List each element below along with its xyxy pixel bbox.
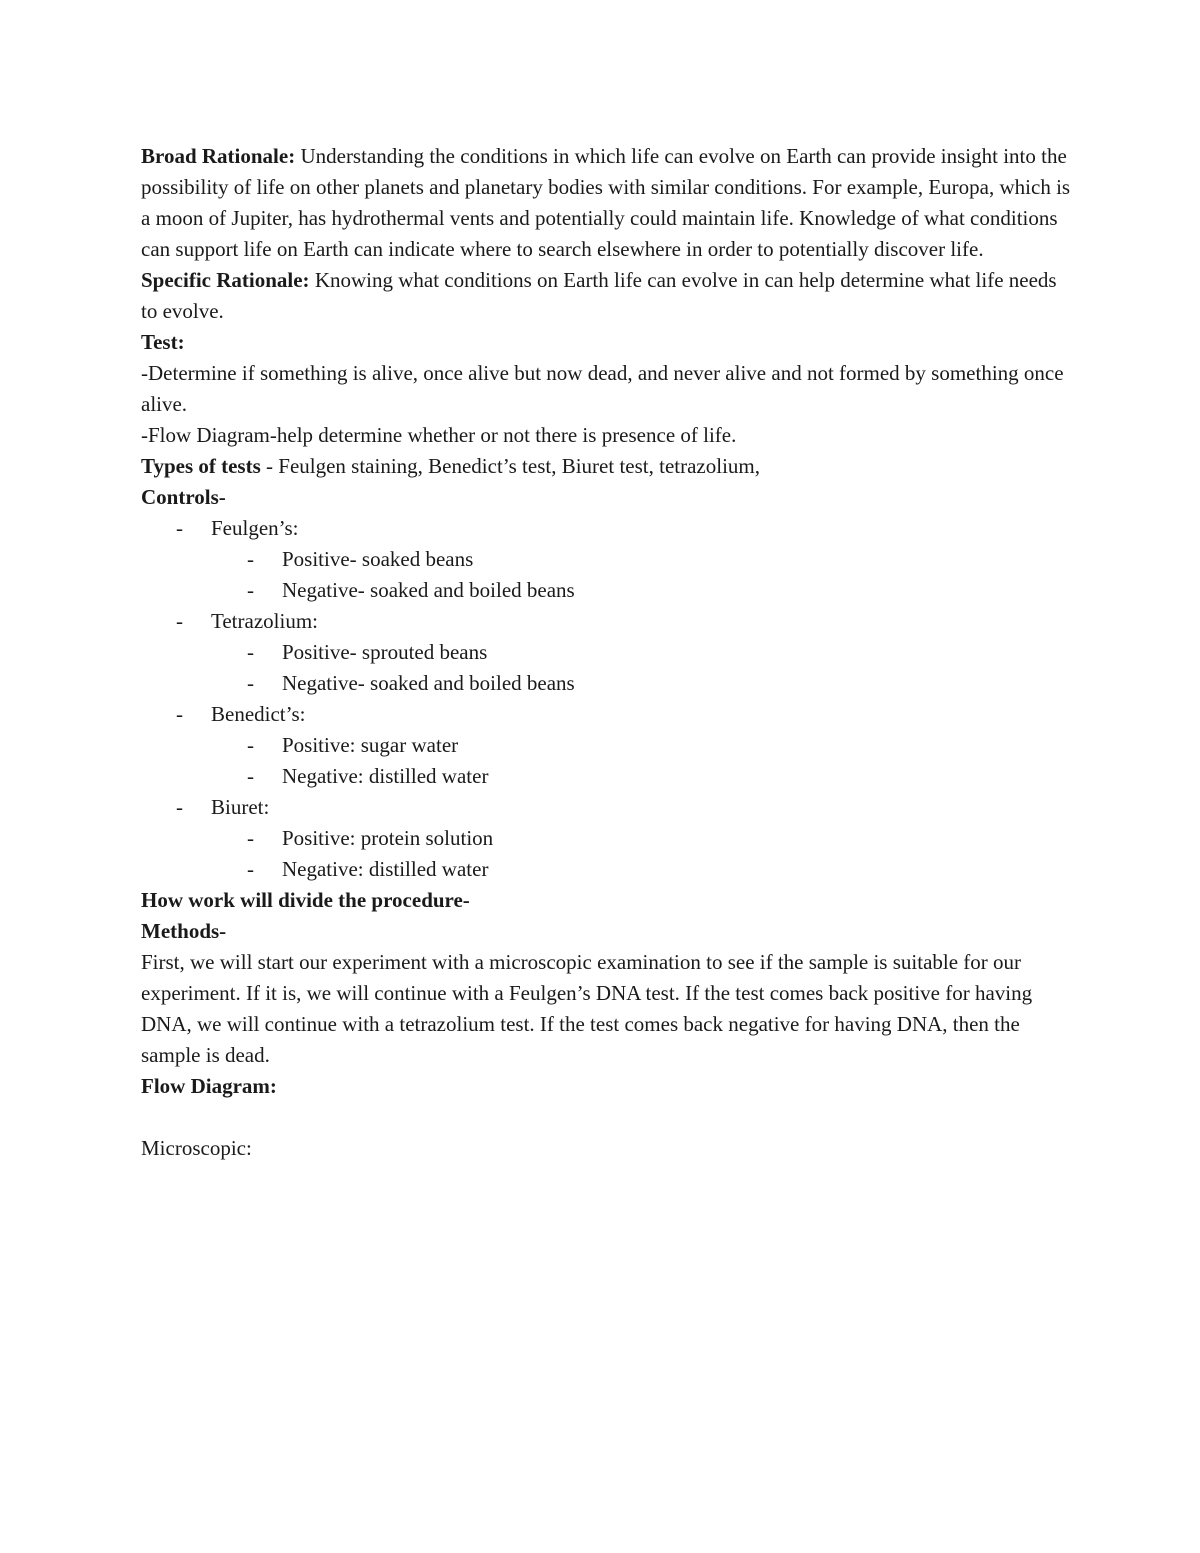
control-group-name: Benedict’s: xyxy=(211,702,306,726)
control-group-name: Biuret: xyxy=(211,795,270,819)
control-negative xyxy=(141,854,1071,885)
test-heading xyxy=(141,327,1071,358)
control-positive xyxy=(141,544,1071,575)
dash-marker: - xyxy=(247,733,254,757)
control-negative-text: Negative: distilled water xyxy=(282,857,489,881)
dash-marker: - xyxy=(247,640,254,664)
flow-diagram-heading xyxy=(141,1071,1071,1102)
dash-marker: - xyxy=(247,826,254,850)
control-group-benedicts xyxy=(141,699,1071,792)
controls-heading xyxy=(141,482,1071,513)
dash-marker: - xyxy=(176,795,183,819)
control-group-tetrazolium xyxy=(141,606,1071,699)
methods-paragraph: First, we will start our experiment with a microscopic examination to see if the sample is suitable for our experiment. If it is, we will continue with a Feulgen’s DNA test. If the test comes back positive for having DNA, we will continue with a tetrazolium test. If the test comes back negative for having DNA, then the sample is dead. xyxy=(141,950,1033,1067)
broad-rationale-paragraph xyxy=(141,141,1071,265)
control-sublist xyxy=(211,637,1071,699)
control-sublist xyxy=(211,823,1071,885)
blank-line xyxy=(141,1102,1071,1133)
test-line-2: -Flow Diagram-help determine whether or not there is presence of life. xyxy=(141,423,737,447)
specific-rationale-text: Knowing what conditions on Earth life can evolve in can help determine what life needs to evolve. xyxy=(141,268,1057,323)
control-positive-text: Positive: sugar water xyxy=(282,733,459,757)
control-group-name: Tetrazolium: xyxy=(211,609,318,633)
control-negative xyxy=(141,761,1071,792)
types-of-tests-label: Types of tests xyxy=(141,454,261,478)
control-negative-text: Negative- soaked and boiled beans xyxy=(282,671,575,695)
dash-marker: - xyxy=(247,857,254,881)
dash-marker: - xyxy=(247,578,254,602)
division-heading xyxy=(141,885,1071,916)
control-negative xyxy=(141,668,1071,699)
control-positive-text: Positive- soaked beans xyxy=(282,547,474,571)
flow-diagram-label: Flow Diagram: xyxy=(141,1074,277,1098)
control-negative-text: Negative- soaked and boiled beans xyxy=(282,578,575,602)
division-label: How work will divide the procedure- xyxy=(141,888,470,912)
control-negative xyxy=(141,575,1071,606)
test-line-1: -Determine if something is alive, once alive but now dead, and never alive and not formed by something once alive. xyxy=(141,361,1064,416)
dash-marker: - xyxy=(176,609,183,633)
control-positive xyxy=(141,730,1071,761)
controls-list xyxy=(141,513,1071,885)
controls-label: Controls- xyxy=(141,485,226,509)
control-sublist xyxy=(211,544,1071,606)
methods-label: Methods- xyxy=(141,919,227,943)
dash-marker: - xyxy=(176,702,183,726)
control-group-biuret xyxy=(141,792,1071,885)
control-sublist xyxy=(211,730,1071,792)
control-positive xyxy=(141,823,1071,854)
control-negative-text: Negative: distilled water xyxy=(282,764,489,788)
specific-rationale-label: Specific Rationale: xyxy=(141,268,310,292)
broad-rationale-text: Understanding the conditions in which life can evolve on Earth can provide insight into the possibility of life on other planets and planetary bodies with similar conditions. For example, Europa, which is a moon of Jupiter, has hydrothermal vents and potentially could maintain life. Knowledge of what conditions can support life on Earth can indicate where to search elsewhere in order to potentially discover life. xyxy=(141,144,1071,261)
microscopic-label: Microscopic: xyxy=(141,1136,252,1160)
control-positive-text: Positive: protein solution xyxy=(282,826,494,850)
dash-marker: - xyxy=(247,764,254,788)
control-group-name: Feulgen’s: xyxy=(211,516,299,540)
broad-rationale-label: Broad Rationale: xyxy=(141,144,296,168)
control-group-feulgen xyxy=(141,513,1071,606)
methods-heading xyxy=(141,916,1071,947)
dash-marker: - xyxy=(247,547,254,571)
document-body xyxy=(141,141,1071,1164)
control-positive-text: Positive- sprouted beans xyxy=(282,640,488,664)
test-label: Test: xyxy=(141,330,185,354)
dash-marker: - xyxy=(176,516,183,540)
types-of-tests-text: - Feulgen staining, Benedict’s test, Biuret test, tetrazolium, xyxy=(260,454,760,478)
types-of-tests-paragraph xyxy=(141,451,1071,482)
specific-rationale-paragraph xyxy=(141,265,1071,327)
control-positive xyxy=(141,637,1071,668)
dash-marker: - xyxy=(247,671,254,695)
